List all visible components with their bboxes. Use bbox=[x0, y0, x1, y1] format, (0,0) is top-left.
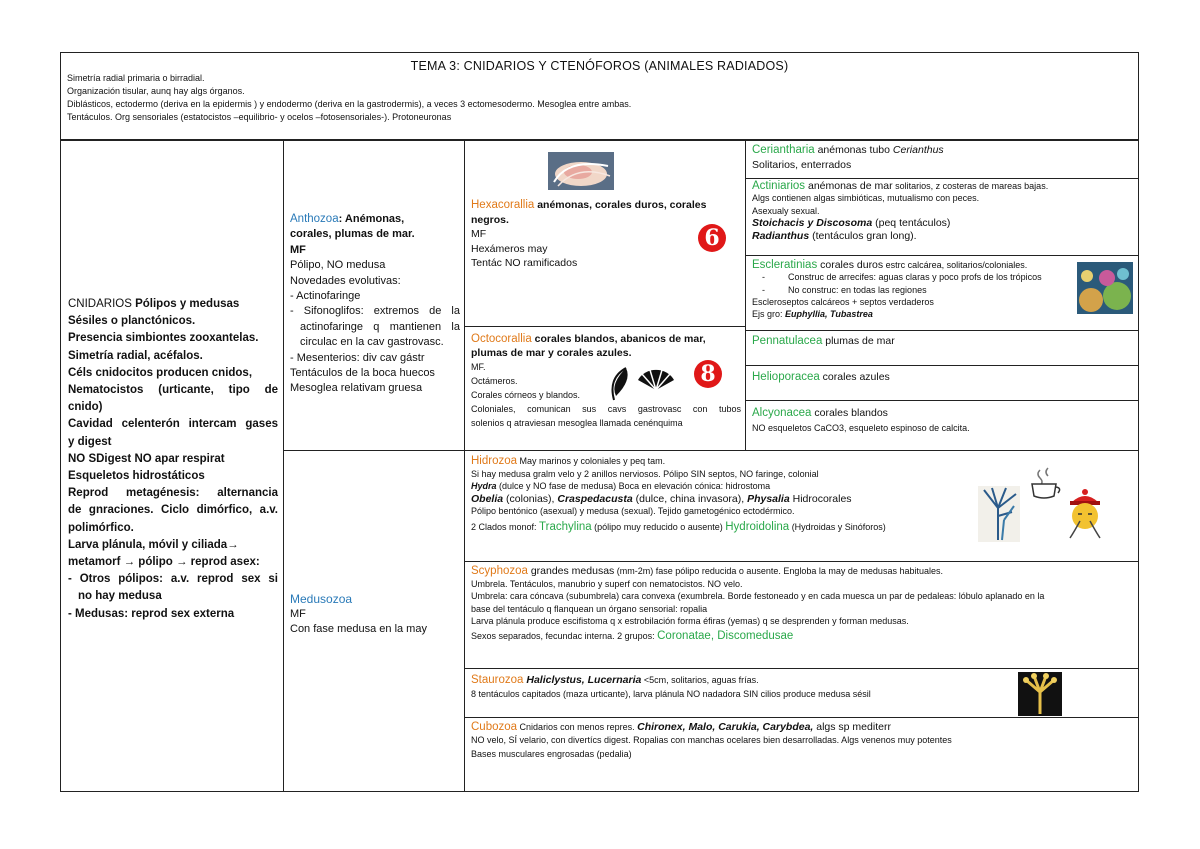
hidrozoa-line-2: (dulce y NO fase de medusa) Boca en elevación cónica: hidrostoma bbox=[496, 481, 771, 492]
stauromedusa-image bbox=[1018, 672, 1062, 716]
hidrozoa-name: Hidrozoa bbox=[471, 455, 518, 467]
actiniarios-line3: (peq tentáculos) bbox=[872, 217, 951, 230]
divider-hidro bbox=[464, 561, 1139, 562]
hidrozoa-obelia: Obelia bbox=[471, 492, 504, 505]
cnidarios-title: CNIDARIOS bbox=[68, 298, 132, 310]
trachylina-name: Trachylina bbox=[539, 520, 592, 533]
actiniarios-line4: (tentáculos gran long). bbox=[809, 229, 917, 242]
hidrozoa-line-3a: (colonias), bbox=[503, 492, 558, 505]
hidrozoa-line-5b: (pólipo muy reducido o ausente) bbox=[591, 521, 726, 532]
divider-escl bbox=[745, 330, 1139, 331]
hidrozoa-line-3b: (dulce, china invasora), bbox=[632, 492, 748, 505]
alcyonacea-name: Alcyonacea bbox=[752, 407, 812, 419]
hexacorallia-line: MF bbox=[471, 228, 487, 240]
octocorallia-desc2: plumas de mar y corales azules. bbox=[471, 347, 632, 359]
hexacorallia-line: Hexámeros may bbox=[471, 242, 548, 255]
hidrozoa-hydra: Hydra bbox=[471, 481, 497, 492]
header-line-3: Diblásticos, ectodermo (deriva en la epidermis ) y endodermo (deriva en la gastrodermis), a veces 3 ectomesodermo. Mesoglea entre ambas. bbox=[67, 99, 632, 109]
hidrozoa-line-5a: 2 Clados monof: bbox=[471, 521, 540, 532]
hexacorallia-badge: 6 bbox=[698, 224, 726, 252]
escleratinias-desc-small: estrc calcárea, solitarios/coloniales. bbox=[883, 260, 1028, 270]
escleratinias-cell: Escleratinias corales duros estrc calcárea, solitarios/coloniales. - Construc de arrecifes: aguas claras y poco profs de los trópicos - No construc: en todas las regiones Escleroseptos calcáreos + septos verdaderos Ejs gro: Euphyllia, Tubastrea bbox=[752, 259, 1136, 320]
hexacorallia-line: Tentác NO ramificados bbox=[471, 257, 578, 269]
cnid-line: - Otros pólipos: a.v. reprod sex si bbox=[68, 573, 278, 586]
cnid-line: de gnraciones. Ciclo dimórfico, a.v. bbox=[68, 504, 278, 517]
octocorallia-desc1: corales blandos, abanicos de mar, bbox=[531, 333, 706, 345]
alcyonacea-cell bbox=[752, 406, 970, 436]
ceriantharia-cell bbox=[752, 143, 1136, 172]
anthozoa-line: Mesoglea relativam gruesa bbox=[290, 382, 423, 395]
octocorallia-name: Octocorallia bbox=[471, 333, 532, 345]
staurozoa-genera: Haliclystus, Lucernaria bbox=[523, 674, 642, 686]
anthozoa-line: - Actinofaringe bbox=[290, 290, 361, 303]
cubozoa-cell bbox=[471, 721, 1136, 761]
hidrozoa-craspedacusta: Craspedacusta bbox=[557, 492, 633, 505]
anthozoa-desc2: corales, plumas de mar. bbox=[290, 228, 415, 241]
discomedusae-name: Discomedusae bbox=[717, 629, 794, 642]
escleratinias-ej: Ejs gro: bbox=[752, 309, 786, 320]
divider-ceri bbox=[745, 178, 1139, 179]
cnid-line: Céls cnidocitos producen cnidos, bbox=[68, 366, 253, 379]
header-line-4: Tentáculos. Org sensoriales (estatocistos –equilibrio- y ocelos –fotosensoriales-). Protoneuronas bbox=[67, 112, 452, 122]
cnid-line: Nematocistos (urticante, tipo de bbox=[68, 384, 278, 397]
divider-stauro bbox=[464, 717, 1139, 718]
hidrozoa-line-3c: Hidrocorales bbox=[789, 492, 852, 505]
cubozoa-desc-small: Cnidarios con menos repres. bbox=[517, 722, 638, 732]
cnid-line: Larva plánula, móvil y ciliada→ bbox=[68, 538, 239, 551]
medusozoa-cell bbox=[290, 592, 460, 637]
alcyonacea-line: NO esqueletos CaCO3, esqueleto espinoso de calcita. bbox=[752, 423, 970, 433]
actiniarios-line3-genus: Stoichacis y Discosoma bbox=[752, 217, 873, 230]
divider-penna bbox=[745, 365, 1139, 366]
octocorallia-badge: 8 bbox=[694, 360, 722, 388]
anthozoa-desc1: : Anémonas, bbox=[338, 213, 405, 225]
anthozoa-line: Tentáculos de la boca huecos bbox=[290, 367, 435, 380]
ceriantharia-line: Solitarios, enterrados bbox=[752, 158, 852, 171]
anthozoa-mf: MF bbox=[290, 243, 306, 256]
divider-acti bbox=[745, 255, 1139, 256]
hidrozoa-line-5c: (Hydroidas y Sinóforos) bbox=[789, 521, 886, 532]
cnid-line: Reprod metagénesis: alternancia bbox=[68, 487, 278, 500]
cnid-line: polimórfico. bbox=[68, 521, 134, 534]
cubozoa-line-1: NO velo, SÍ velario, con divertícs digest. Ropalias con manchas ocelares bien desarrolladas. Algs venenos muy potentes bbox=[471, 735, 952, 746]
ceriantharia-genus: Cerianthus bbox=[892, 144, 944, 156]
coral-reef-image bbox=[1077, 262, 1133, 314]
cubozoa-genera: Chironex, Malo, Carukia, Carybdea, bbox=[637, 721, 814, 733]
hidrozoa-desc: May marinos y coloniales y peq tam. bbox=[517, 456, 666, 466]
medusozoa-desc: Con fase medusa en la may bbox=[290, 623, 427, 635]
medusozoa-name: Medusozoa bbox=[290, 592, 353, 606]
divider-scypho bbox=[464, 668, 1139, 669]
cnid-line: Simetría radial, acéfalos. bbox=[68, 349, 203, 362]
scyphozoa-line-5: Sexos separados, fecundac interna. 2 grupos: bbox=[471, 630, 658, 641]
anthozoa-line: - Mesenterios: div cav gástr bbox=[290, 351, 425, 364]
helioporacea-cell bbox=[752, 371, 890, 384]
feather-icon bbox=[606, 366, 632, 402]
octocorallia-line: Coloniales, comunican sus cavs gastrovasc con tubos bbox=[471, 404, 741, 414]
cnidarios-cell bbox=[68, 296, 278, 623]
octocorallia-line: MF. bbox=[471, 362, 486, 372]
hydroidolina-name: Hydroidolina bbox=[725, 520, 790, 533]
anthozoa-cell bbox=[290, 212, 460, 397]
anthozoa-line: circulac en la cav gastrovasc. bbox=[300, 336, 444, 349]
staurozoa-cell bbox=[471, 673, 1031, 701]
divider-col-2 bbox=[464, 140, 465, 792]
ceriantharia-desc: anémonas tubo bbox=[814, 144, 893, 156]
scyphozoa-desc-small: (mm-2m) fase pólipo reducida o ausente. Engloba la may de medusas habituales. bbox=[614, 566, 943, 576]
cnid-line: - Medusas: reprod sex externa bbox=[68, 607, 235, 620]
cnid-line: Sésiles o planctónicos. bbox=[68, 315, 196, 328]
cnid-line: Esqueletos hidrostáticos bbox=[68, 470, 205, 483]
cubozoa-line-2: Bases musculares engrosadas (pedalia) bbox=[471, 748, 632, 759]
actiniarios-desc: anémonas de mar bbox=[805, 180, 893, 192]
anthozoa-line: Pólipo, NO medusa bbox=[290, 259, 386, 272]
cnid-line: y digest bbox=[68, 435, 112, 448]
cnid-line: metamorf → pólipo → reprod asex: bbox=[68, 556, 260, 569]
escleratinias-name: Escleratinias bbox=[752, 259, 818, 271]
anthozoa-name: Anthozoa bbox=[290, 213, 339, 225]
pennatulacea-desc: plumas de mar bbox=[822, 335, 895, 347]
helioporacea-desc: corales azules bbox=[819, 371, 890, 383]
staurozoa-line-1: 8 tentáculos capitados (maza urticante), larva plánula NO nadadora SIN cilios produce medusa sésil bbox=[471, 689, 871, 699]
scyphozoa-line-4: Larva plánula produce escifistoma q x estrobilación forma éfiras (yemas) q se desprenden y forman medusas. bbox=[471, 616, 909, 627]
pennatulacea-name: Pennatulacea bbox=[752, 335, 823, 347]
anemone-image bbox=[548, 152, 614, 190]
hidrozoa-physalia: Physalia bbox=[747, 492, 790, 505]
escleratinias-bullet-2: No construc: en todas las regiones bbox=[788, 284, 927, 295]
cnid-line: Presencia simbiontes zooxantelas. bbox=[68, 332, 259, 345]
header-box bbox=[60, 52, 1139, 140]
scyphozoa-line-3: base del tentáculo q flanquean un órgano sensorial: ropalia bbox=[471, 603, 708, 614]
scyphozoa-desc: grandes medusas bbox=[527, 565, 615, 577]
cnidarios-title-rest: Pólipos y medusas bbox=[131, 298, 240, 310]
sea-fan-icon bbox=[636, 366, 676, 392]
actiniarios-name: Actiniarios bbox=[752, 180, 806, 192]
anthozoa-line: Novedades evolutivas: bbox=[290, 274, 401, 287]
helioporacea-name: Helioporacea bbox=[752, 371, 820, 383]
cnid-line: NO SDigest NO apar respirat bbox=[68, 452, 225, 465]
divider-anthozoa-medusozoa bbox=[283, 450, 1139, 451]
actiniarios-line2: Asexualy sexual. bbox=[752, 205, 820, 216]
anthozoa-line: actinofaringe q mantienen la bbox=[300, 320, 460, 333]
divider-col-3 bbox=[745, 140, 746, 450]
escleratinias-ej-genera: Euphyllia, Tubastrea bbox=[785, 309, 873, 320]
pennatulacea-cell bbox=[752, 335, 895, 348]
actiniarios-line4-genus: Radianthus bbox=[752, 229, 810, 242]
escleratinias-line: Escleroseptos calcáreos + septos verdaderos bbox=[752, 296, 934, 307]
header-line-1: Simetría radial primaria o birradial. bbox=[67, 73, 205, 83]
scyphozoa-line-2: Umbrela: cara cóncava (subumbrela) cara convexa (exumbrela. Borde festoneado y en cada muesca un par de pedaleas: lóbulo aplanado en la bbox=[471, 591, 1045, 602]
octocorallia-line: Octámeros. bbox=[471, 376, 518, 386]
divider-col-1 bbox=[283, 140, 284, 792]
header-line-2: Organización tisular, aunq hay algs órganos. bbox=[67, 86, 245, 96]
cnid-line: Cavidad celenterón intercam gases bbox=[68, 418, 278, 431]
divider-helio bbox=[745, 400, 1139, 401]
cnid-line: cnido) bbox=[68, 401, 103, 414]
scyphozoa-cell: Scyphozoa grandes medusas (mm-2m) fase pólipo reducida o ausente. Engloba la may de medusas habituales. Umbrela. Tentáculos, manubrio y superf con nematocistos. NO velo. Umbrela: cara cóncava (subumbrela) cara convexa (exumbrela. Borde festoneado y en cada muesca un par de pedaleas: lóbulo aplanado en la base del tentáculo q flanquean un órgano sensorial: ropalia Larva plánula produce escifistoma q x estrobilación forma éfiras (yemas) q se desprenden y forman medusas. Sexos separados, fecundac interna. 2 grupos: Coronatae, Discomedusae bbox=[471, 565, 1136, 643]
page-title: TEMA 3: CNIDARIOS Y CTENÓFOROS (ANIMALES RADIADOS) bbox=[410, 59, 789, 73]
actiniarios-cell bbox=[752, 180, 1136, 242]
hydra-image bbox=[978, 486, 1020, 542]
scyphozoa-name: Scyphozoa bbox=[471, 565, 528, 577]
hexacorallia-desc1: anémonas, corales duros, corales bbox=[534, 199, 707, 211]
hidrozoa-line-4: Pólipo bentónico (asexual) y medusa (sexual). Tejido gametogénico ectodérmico. bbox=[471, 506, 795, 517]
ceriantharia-name: Ceriantharia bbox=[752, 144, 815, 156]
scyphozoa-line-1: Umbrela. Tentáculos, manubrio y superf con nematocistos. NO velo. bbox=[471, 578, 743, 589]
escleratinias-bullet-1: Construc de arrecifes: aguas claras y poco profs de los trópicos bbox=[788, 272, 1042, 283]
cubozoa-name: Cubozoa bbox=[471, 721, 518, 733]
escleratinias-desc: corales duros bbox=[817, 259, 884, 271]
alcyonacea-desc: corales blandos bbox=[811, 407, 888, 419]
medusozoa-mf: MF bbox=[290, 608, 306, 620]
octocorallia-line: solenios q atraviesan mesoglea llamada cenénquima bbox=[471, 418, 683, 428]
mandarin-emoji-icon bbox=[1066, 488, 1104, 540]
hidrozoa-line-1: Si hay medusa gralm velo y 2 anillos nerviosos. Pólipo SIN septos, NO faringe, colonial bbox=[471, 468, 819, 479]
hexacorallia-desc2: negros. bbox=[471, 213, 509, 226]
cnid-line: no hay medusa bbox=[78, 590, 162, 603]
teacup-icon bbox=[1028, 466, 1064, 502]
anthozoa-line: - Sifonoglifos: extremos de la bbox=[290, 305, 460, 318]
actiniarios-line1: Algs contienen algas simbióticas, mutualismo con peces. bbox=[752, 193, 980, 204]
divider-hexa-octo bbox=[464, 326, 745, 327]
octocorallia-line: Corales córneos y blandos. bbox=[471, 390, 581, 400]
staurozoa-desc-small: <5cm, solitarios, aguas frías. bbox=[641, 675, 759, 685]
hexacorallia-name: Hexacorallia bbox=[471, 199, 535, 211]
staurozoa-name: Staurozoa bbox=[471, 674, 524, 686]
actiniarios-desc-small: solitarios, z costeras de mareas bajas. bbox=[892, 181, 1049, 191]
coronatae-name: Coronatae bbox=[657, 629, 711, 642]
cubozoa-desc2: algs sp mediterr bbox=[813, 721, 891, 733]
